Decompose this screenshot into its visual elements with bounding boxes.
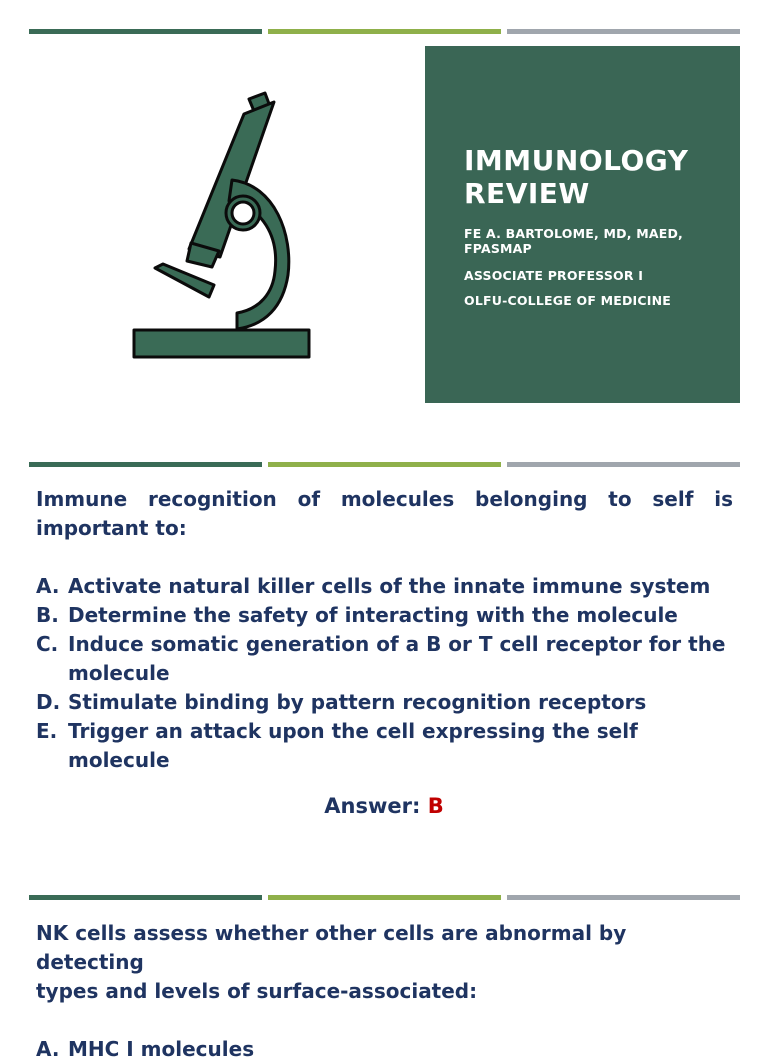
author-position: ASSOCIATE PROFESSOR I (464, 268, 644, 283)
microscope-icon (125, 85, 325, 365)
slide-title: IMMUNOLOGY REVIEW (464, 144, 689, 210)
answer-line (0, 794, 768, 818)
option-c: C. Induce somatic generation of a B or T cell receptor for the molecule (36, 632, 726, 685)
slide-divider (29, 895, 740, 900)
author-name: FE A. BARTOLOME, MD, MAED, FPASMAP (464, 226, 683, 256)
answer-value: B (427, 794, 444, 818)
title-panel (425, 46, 740, 403)
option-a: A. MHC I molecules (36, 1037, 255, 1061)
title-slide (0, 0, 768, 440)
option-d: D. Stimulate binding by pattern recognition receptors (36, 690, 647, 714)
question-stem-continued: important to: (36, 516, 187, 540)
question-stem: NK cells assess whether other cells are abnormal by detecting (36, 921, 627, 974)
slide-divider (29, 29, 740, 34)
question-stem: Immune recognition of molecules belonging to self is (36, 487, 733, 511)
question-slide-1 (36, 485, 733, 775)
slide-divider (29, 462, 740, 467)
option-a: A. Activate natural killer cells of the innate immune system (36, 574, 711, 598)
author-institution: OLFU-COLLEGE OF MEDICINE (464, 293, 672, 308)
question-slide-2 (36, 919, 733, 1064)
option-e: E. Trigger an attack upon the cell expressing the self molecule (36, 719, 638, 772)
answer-label: Answer: (324, 794, 421, 818)
option-b: B. Determine the safety of interacting with the molecule (36, 603, 678, 627)
question-stem-continued: types and levels of surface-associated: (36, 979, 478, 1003)
